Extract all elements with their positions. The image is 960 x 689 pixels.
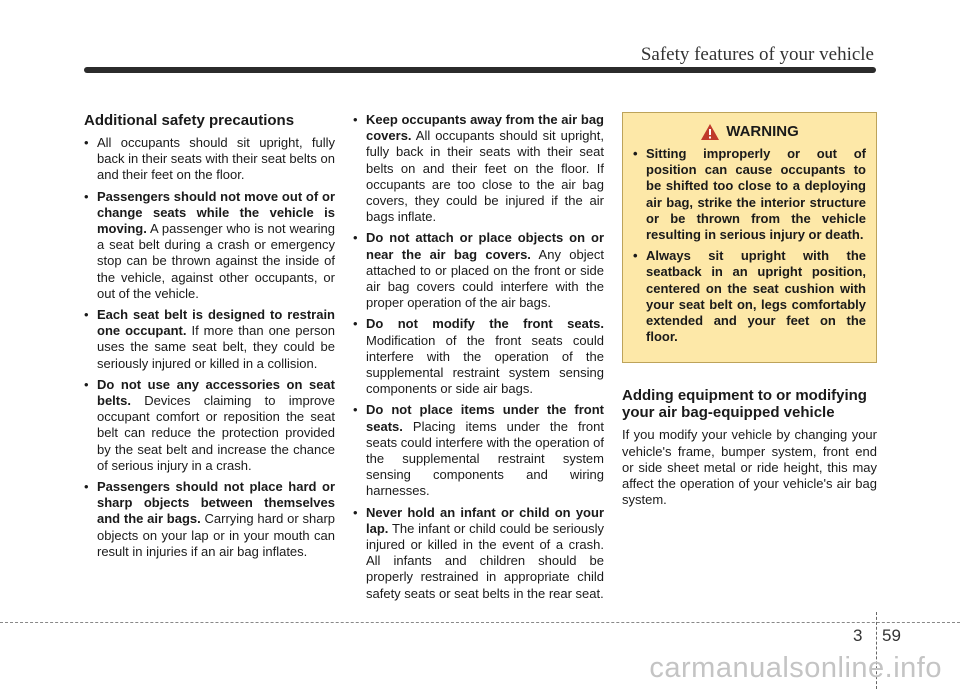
chapter-number: 3 (853, 626, 863, 645)
heading-adding-equipment: Adding equipment to or modifying your air bag-equipped vehicle (622, 387, 867, 422)
column-middle (353, 112, 604, 607)
list-item: • Passengers should not place hard or sharp objects between themselves and the air bags. Carrying hard or sharp objects on your lap or in your mouth can result in injuries if an air bag inflates. (84, 479, 335, 560)
list-item: • Always sit upright with the seatback in an upright position, centered on the seat cushion with your seat belt on, legs comfortably extended and your feet on the floor. (633, 248, 866, 345)
warning-header (633, 123, 866, 141)
list-item: • Keep occupants away from the air bag covers. All occupants should sit upright, fully back in their seats with their seat belts on and their feet on the floor. If occupants are too close to the air bag covers, they could be injured if the air bags inflate. (353, 112, 604, 225)
list-item: • Do not modify the front seats. Modification of the front seats could interfere with the operation of the supplemental restraint system sensing components or side air bags. (353, 316, 604, 397)
page-number: 59 (882, 626, 901, 645)
paragraph-adding-equipment: If you modify your vehicle by changing your vehicle's frame, bumper system, front end or side sheet metal or ride height, this may affect the operation of your vehicle's air bag system. (622, 427, 877, 508)
list-item: • Sitting improperly or out of position can cause occupants to be shifted too close to a deploying air bag, strike the interior structure or be thrown from the vehicle resulting in serious injury or death. (633, 146, 866, 243)
list-item: • All occupants should sit upright, fully back in their seats with their seat belts on and their feet on the floor. (84, 135, 335, 184)
list-item: • Never hold an infant or child on your lap. The infant or child could be seriously injured or killed in the event of a crash. All infants and children should be properly restrained in appropriate child safety seats or seat belts in the rear seat. (353, 505, 604, 602)
list-item: • Each seat belt is designed to restrain one occupant. If more than one person uses the same seat belt, they could be seriously injured or killed in a collision. (84, 307, 335, 372)
warning-title: WARNING (726, 122, 799, 140)
watermark: carmanualsonline.info (649, 652, 942, 684)
footer-divider (0, 622, 960, 623)
column-right (622, 112, 877, 508)
warning-box (622, 112, 877, 363)
section-title: Safety features of your vehicle (640, 44, 874, 65)
list-item: • Passengers should not move out of or change seats while the vehicle is moving. A passenger who is not wearing a seat belt during a crash or emergency stop can be thrown against the inside of the vehicle, against other occupants, or out of the vehicle. (84, 189, 335, 302)
warning-list (633, 146, 866, 345)
header-rule (84, 67, 876, 73)
list-item: • Do not use any accessories on seat belts. Devices claiming to improve occupant comfort or reposition the seat belt can reduce the protection provided by the seat belt and increase the chance of serious injury in a crash. (84, 377, 335, 474)
warning-triangle-icon (700, 123, 720, 141)
precautions-list-continued (353, 112, 604, 602)
list-item: • Do not place items under the front seats. Placing items under the front seats could interfere with the operation of the supplemental restraint system sensing components and wiring harnesses. (353, 402, 604, 499)
column-left (84, 112, 335, 565)
list-item: • Do not attach or place objects on or near the air bag covers. Any object attached to or placed on the front or side air bag covers could interfere with the proper operation of the air bags. (353, 230, 604, 311)
heading-additional-precautions: Additional safety precautions (84, 112, 295, 129)
precautions-list (84, 135, 335, 560)
